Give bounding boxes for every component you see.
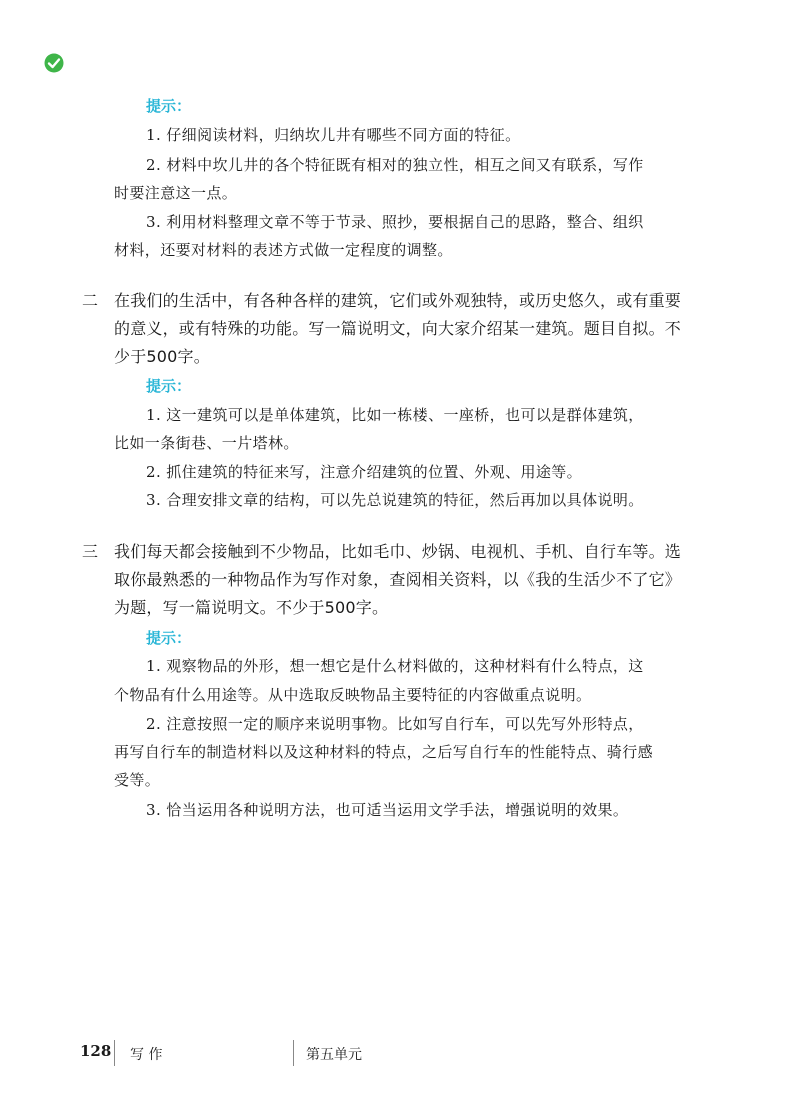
task-number: 三 — [82, 542, 99, 561]
page-number: 128 — [80, 1042, 112, 1060]
task-line: 少于500字。 — [114, 347, 210, 366]
task-line: 在我们的生活中，有各种各样的建筑，它们或外观独特，或历史悠久，或有重要 — [114, 291, 682, 310]
task-line: 为题，写一篇说明文。不少于500字。 — [114, 598, 389, 617]
task-line: 取你最熟悉的一种物品作为写作对象，查阅相关资料，以《我的生活少不了它》 — [114, 570, 682, 589]
hint-line: 2. 抓住建筑的特征来写，注意介绍建筑的位置、外观、用途等。 — [146, 463, 583, 481]
hint-line: 2. 注意按照一定的顺序来说明事物。比如写自行车，可以先写外形特点， — [146, 715, 644, 733]
hint-line: 3. 合理安排文章的结构，可以先总说建筑的特征，然后再加以具体说明。 — [146, 491, 644, 509]
hint-line: 材料，还要对材料的表述方式做一定程度的调整。 — [114, 241, 453, 259]
hint-label: 提示： — [146, 377, 192, 395]
hint-line: 1. 仔细阅读材料，归纳坎儿井有哪些不同方面的特征。 — [146, 126, 521, 144]
footer-divider — [114, 1040, 115, 1066]
hint-line: 比如一条街巷、一片塔林。 — [114, 434, 299, 452]
task-line: 的意义，或有特殊的功能。写一篇说明文，向大家介绍某一建筑。题目自拟。不 — [114, 319, 682, 338]
hint-line: 受等。 — [114, 771, 161, 789]
footer-divider — [293, 1040, 294, 1066]
footer-unit-label: 第五单元 — [306, 1047, 362, 1063]
hint-label: 提示： — [146, 629, 192, 647]
hint-line: 3. 利用材料整理文章不等于节录、照抄，要根据自己的思路，整合、组织 — [146, 213, 644, 231]
hint-line: 1. 观察物品的外形，想一想它是什么材料做的，这种材料有什么特点，这 — [146, 657, 644, 675]
hint-line: 时要注意这一点。 — [114, 184, 238, 202]
hint-label: 提示： — [146, 97, 192, 115]
task-number: 二 — [82, 291, 99, 310]
hint-line: 1. 这一建筑可以是单体建筑，比如一栋楼、一座桥，也可以是群体建筑， — [146, 406, 644, 424]
hint-line: 3. 恰当运用各种说明方法，也可适当运用文学手法，增强说明的效果。 — [146, 801, 629, 819]
task-line: 我们每天都会接触到不少物品，比如毛巾、炒锅、电视机、手机、自行车等。选 — [114, 542, 682, 561]
hint-line: 再写自行车的制造材料以及这种材料的特点，之后写自行车的性能特点、骑行感 — [114, 743, 654, 761]
hint-line: 2. 材料中坎儿井的各个特征既有相对的独立性，相互之间又有联系，写作 — [146, 156, 644, 174]
book-logo-icon — [44, 53, 64, 73]
hint-line: 个物品有什么用途等。从中选取反映物品主要特征的内容做重点说明。 — [114, 686, 592, 704]
footer-section-label: 写 作 — [130, 1047, 163, 1063]
